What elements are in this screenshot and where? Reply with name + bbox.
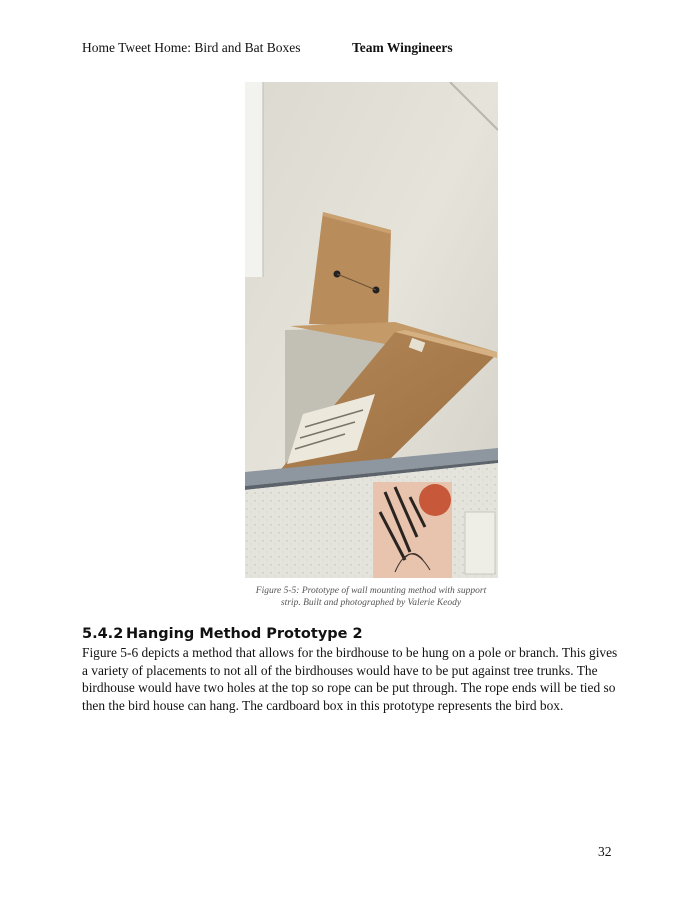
prototype-photo [245,82,498,578]
running-header-title: Home Tweet Home: Bird and Bat Boxes [82,40,301,55]
section-heading [82,626,363,642]
page-number: 32 [598,844,612,859]
figure-caption-line-2: strip. Built and photographed by Valerie Keody [280,598,462,608]
figure-caption-line-1: Figure 5-5: Prototype of wall mounting method with support [255,586,487,596]
running-header-team: Team Wingineers [352,40,453,55]
section-title: Hanging Method Prototype 2 [126,626,363,642]
section-number: 5.4.2 [82,626,124,642]
body-paragraph: Figure 5-6 depicts a method that allows for the birdhouse to be hung on a pole or branch. This gives a variety of placements to not all of the birdhouses would have to be put against tree trunks. The birdhouse would have two holes at the top so rope can be put through. The rope ends will be tied so then the bird house can hang. The cardboard box in this prototype represents the bird box. [82,645,618,713]
figure-caption [230,585,512,609]
